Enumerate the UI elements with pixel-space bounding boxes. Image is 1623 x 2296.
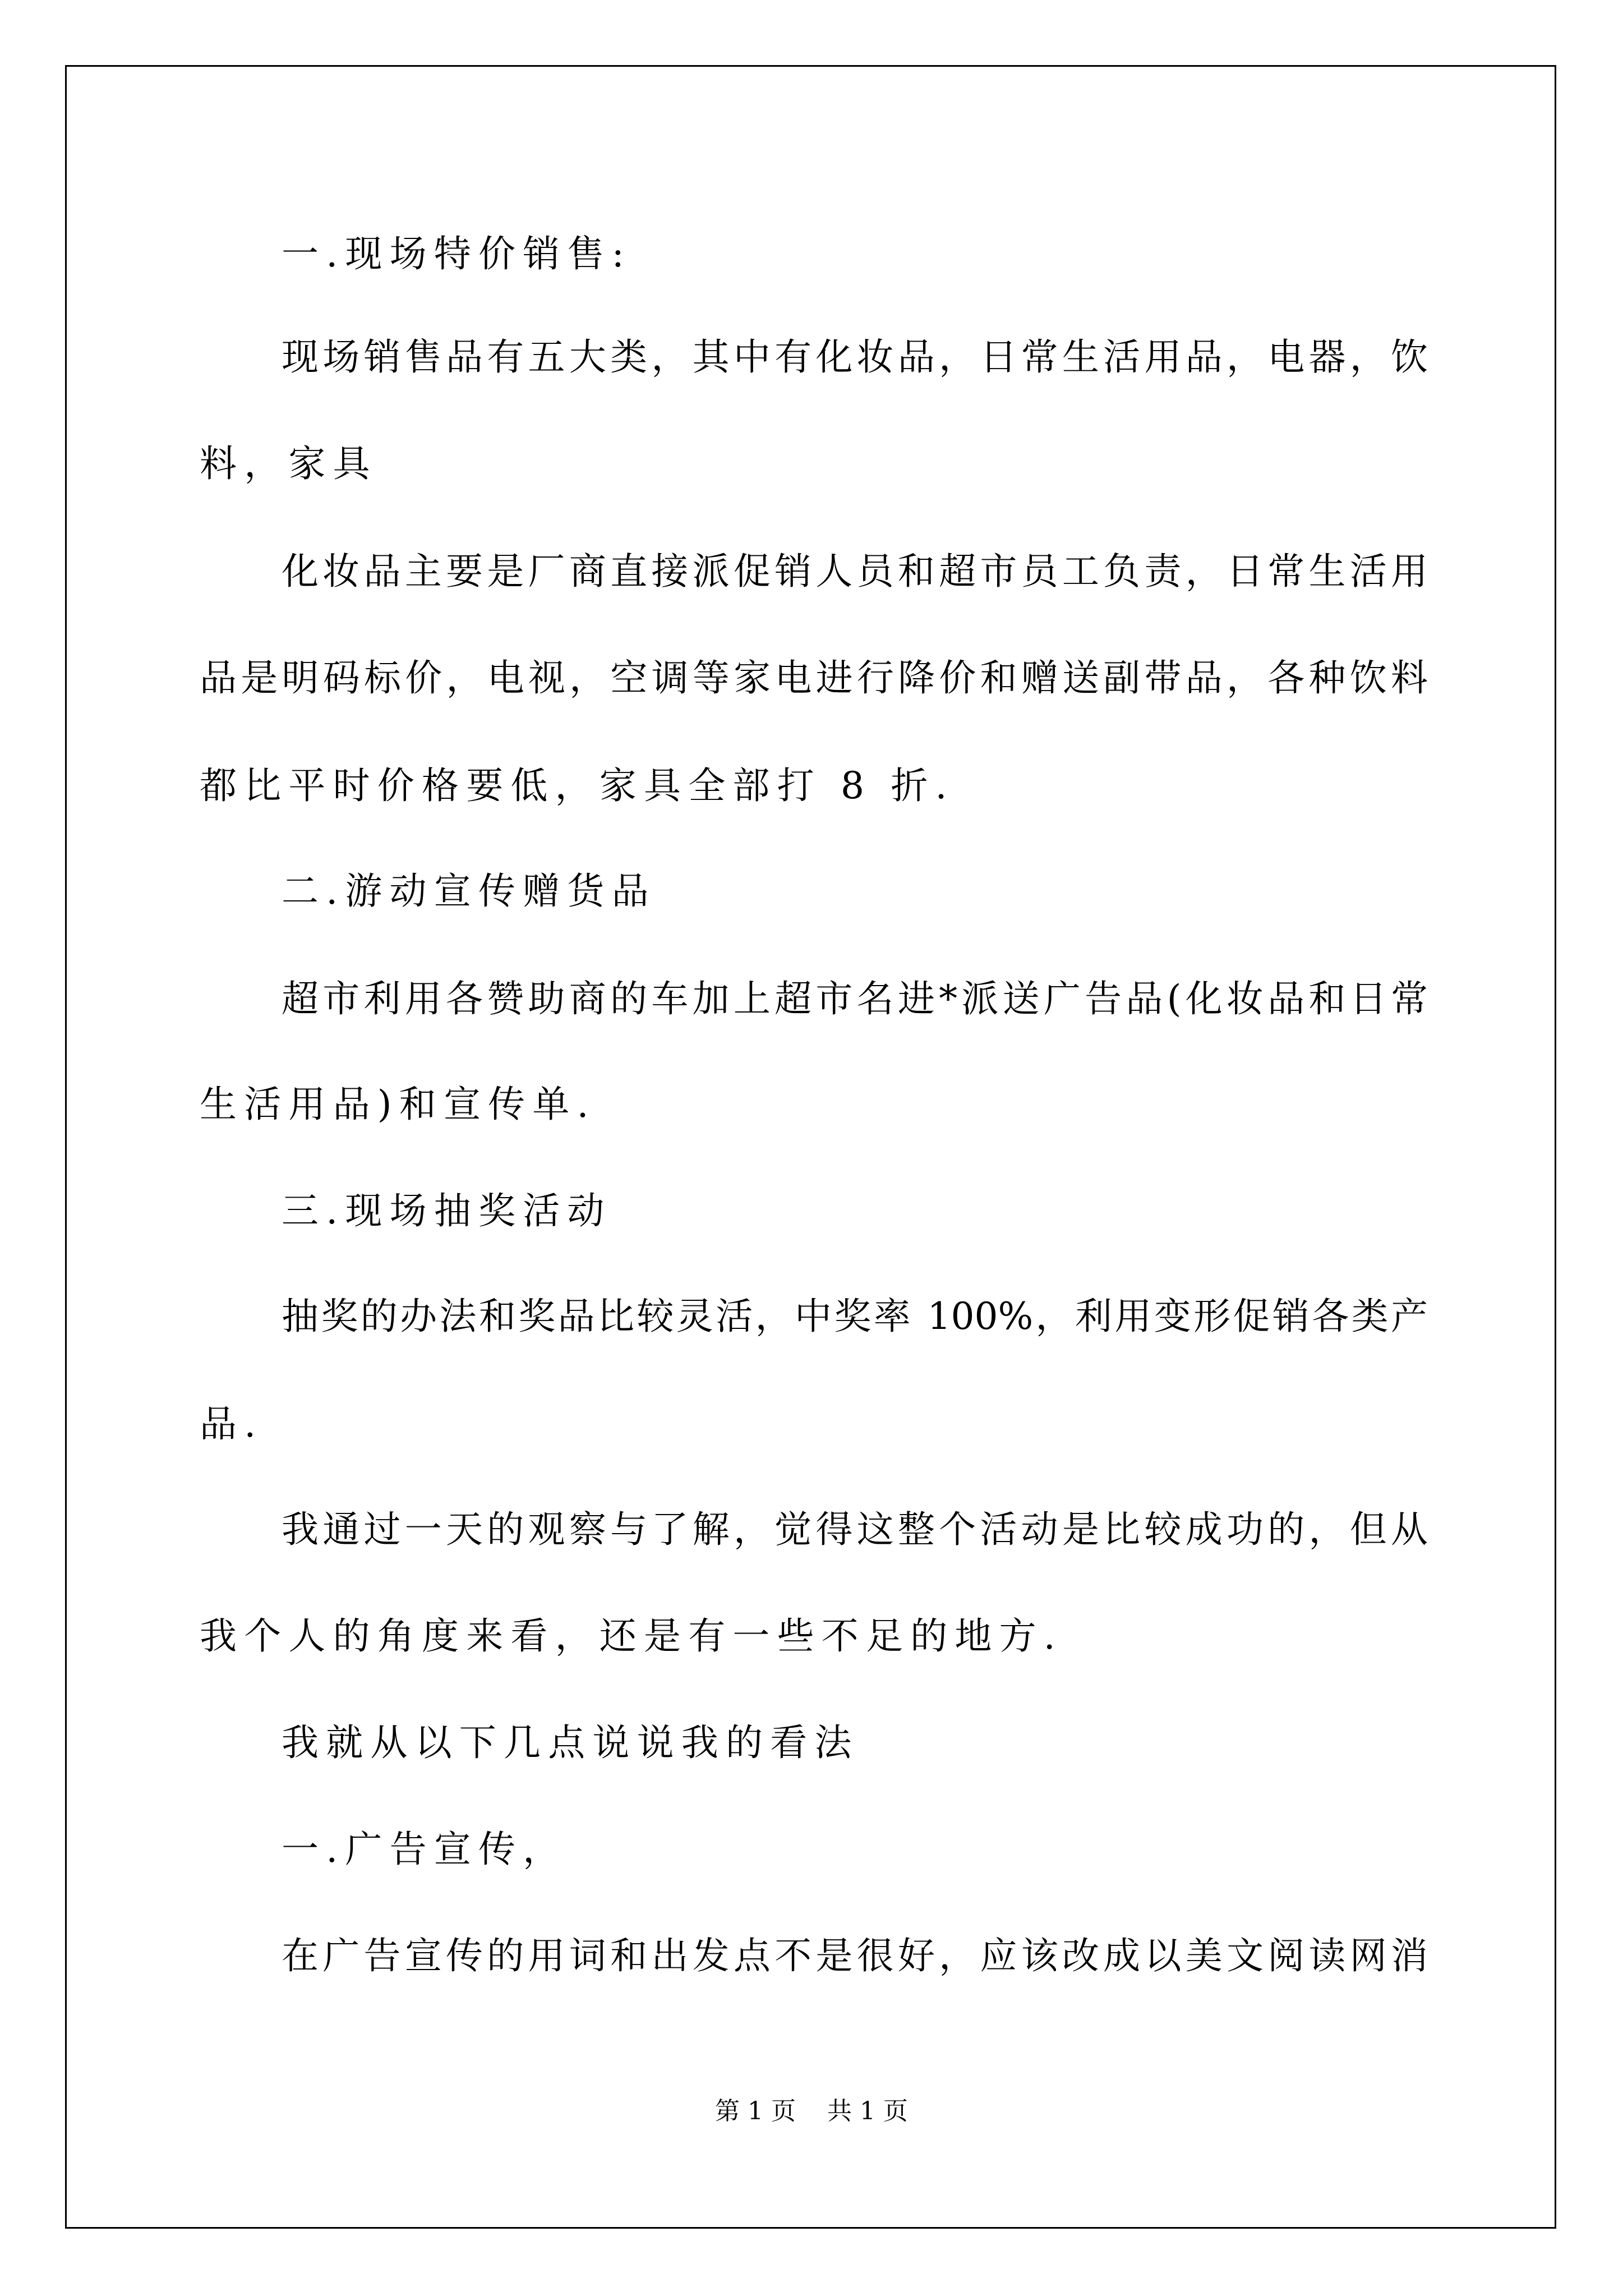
paragraph-line: 品.: [200, 1402, 264, 1446]
section-heading-onsite-sale: 一.现场特价销售:: [282, 232, 632, 275]
paragraph-line: 化妆品主要是厂商直接派促销人员和超市员工负责，日常生活用: [282, 550, 1428, 593]
paragraph-line: 品是明码标价，电视，空调等家电进行降价和赠送副带品，各种饮料: [200, 656, 1428, 700]
page-number-footer: 第 1 页 共 1 页: [715, 2097, 908, 2125]
section-heading-promotion: 二.游动宣传赠货品: [282, 869, 656, 913]
paragraph-line: 我就从以下几点说说我的看法: [282, 1721, 859, 1764]
document-body: [200, 0, 1428, 2296]
paragraph-line: 都比平时价格要低，家具全部打 8 折.: [200, 764, 955, 807]
paragraph-line: 我通过一天的观察与了解，觉得这整个活动是比较成功的，但从: [282, 1508, 1428, 1551]
paragraph-line: 生活用品)和宣传单.: [200, 1083, 596, 1126]
section-heading-lottery: 三.现场抽奖活动: [282, 1189, 612, 1232]
paragraph-line: 在广告宣传的用词和出发点不是很好，应该改成以美文阅读网消: [282, 1934, 1428, 1977]
paragraph-line: 抽奖的办法和奖品比较灵活，中奖率 100%，利用变形促销各类产: [282, 1295, 1428, 1338]
paragraph-line: 料，家具: [200, 442, 377, 485]
paragraph-line: 我个人的角度来看，还是有一些不足的地方.: [200, 1614, 1063, 1658]
paragraph-line: 超市利用各赞助商的车加上超市名进*派送广告品(化妆品和日常: [282, 977, 1428, 1020]
paragraph-line: 现场销售品有五大类，其中有化妆品，日常生活用品，电器，饮: [282, 335, 1428, 379]
section-heading-advertising: 一.广告宣传，: [282, 1828, 568, 1871]
